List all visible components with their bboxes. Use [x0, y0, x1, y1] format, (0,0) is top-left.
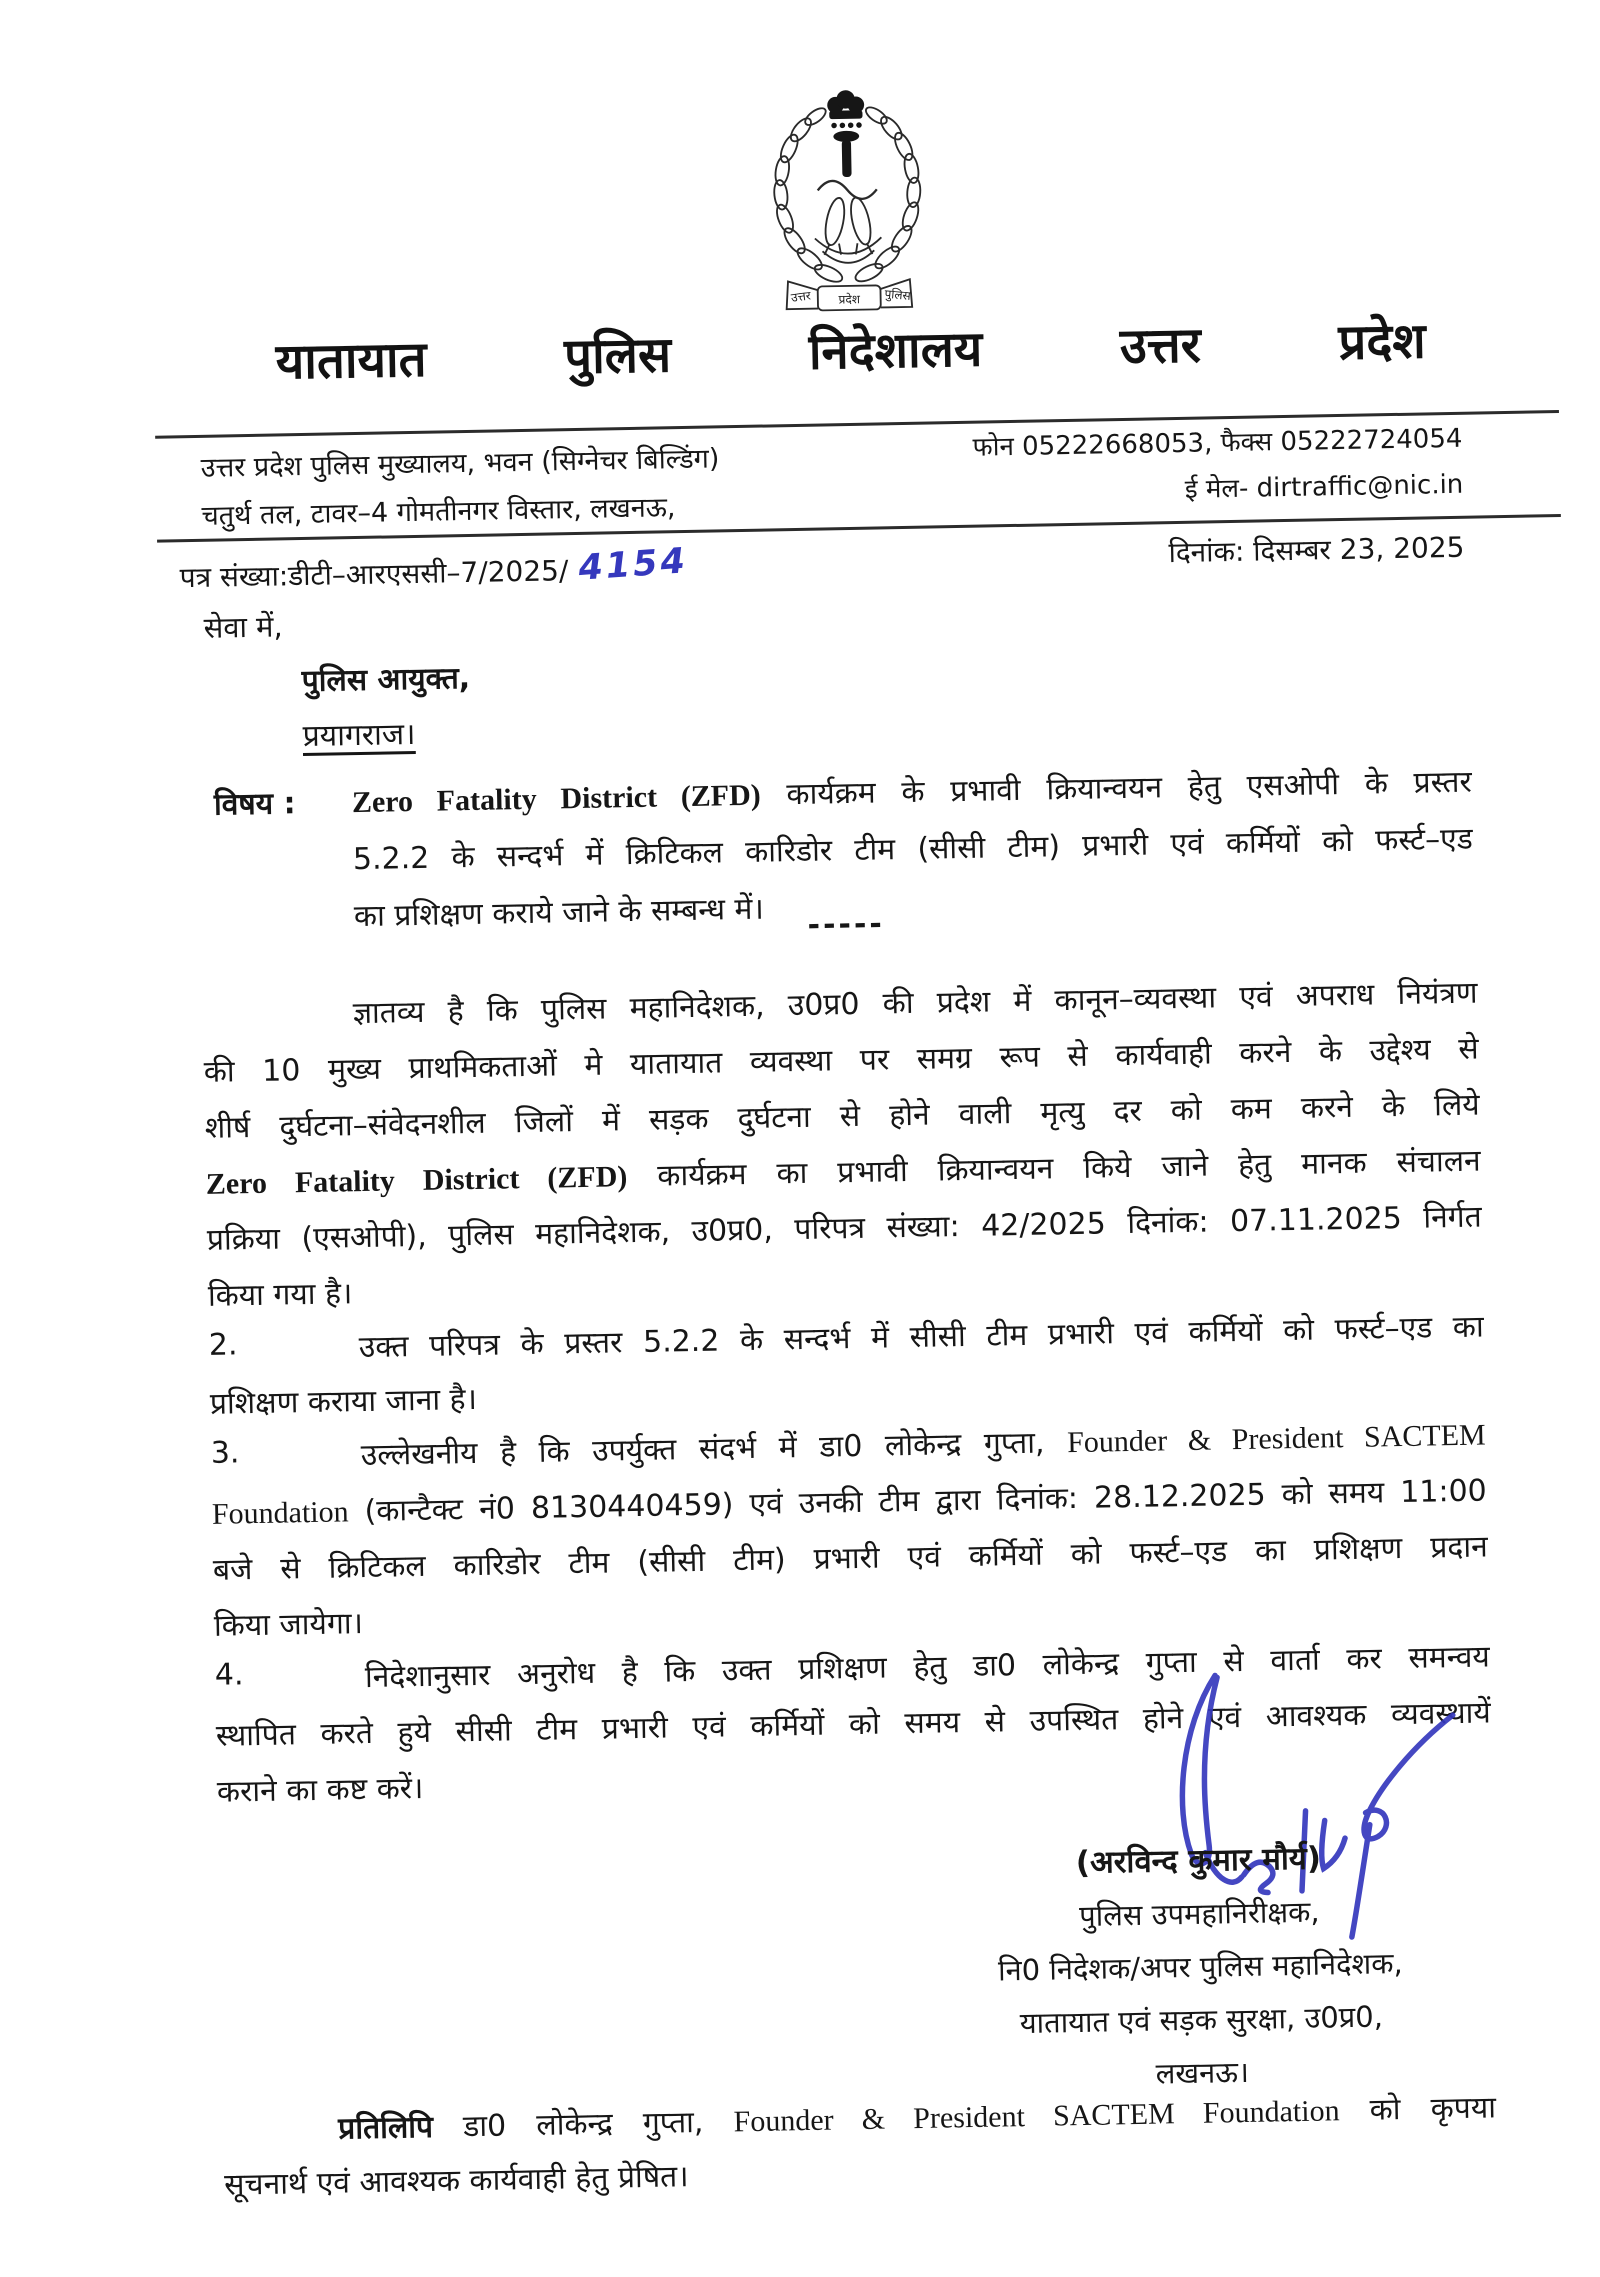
signatory-title-2: नि0 निदेशक/अपर पुलिस महानिदेशक,	[997, 1946, 1403, 1988]
para1-line5: प्रक्रिया (एसओपी), पुलिस महानिदेशक, उ0प्र0, परिपत्र संख्या: 42/2025 दिनांक: 07.11.2025 निर्गत	[206, 1199, 1483, 1258]
subject-line-1	[351, 760, 1472, 822]
subject-zfd-english: Zero Fatality District (ZFD)	[351, 778, 762, 820]
para1-line3: शीर्ष दुर्घटना–संवेदनशील जिलों में सड़क दुर्घटना से होने वाली मृत्यु दर को कम करने के लिये	[204, 1087, 1480, 1146]
signatory-name: (अरविन्द कुमार मौर्य)	[1075, 1840, 1322, 1882]
para3-line4: किया जायेगा।	[213, 1606, 364, 1644]
letter-number-handwritten: 4154	[576, 541, 689, 589]
subject-label: विषय :	[213, 786, 296, 823]
para2-line1: उक्त परिपत्र के प्रस्तर 5.2.2 के सन्दर्भ में सीसी टीम प्रभारी एवं कर्मियों को फर्स्ट–एड का	[358, 1309, 1485, 1366]
para3-line2-english: Foundation	[211, 1495, 349, 1531]
emblem-scroll-right-label: पुलिस	[883, 286, 912, 303]
emblem-scroll-center-label: प्रदेश	[838, 292, 861, 307]
para3-line3: बजे से क्रिटिकल कारिडोर टीम (सीसी टीम) प्रभारी एवं कर्मियों को फर्स्ट–एड का प्रशिक्षण प्रदान	[212, 1529, 1489, 1588]
date-line: दिनांक: दिसम्बर 23, 2025	[1168, 530, 1465, 570]
para3-line2	[212, 1468, 1488, 1532]
para3-line1-hindi: उल्लेखनीय है कि उपर्युक्त संदर्भ में डा0 लोकेन्द्र गुप्ता,	[360, 1425, 1045, 1474]
recipient-city: प्रयागराज।	[302, 716, 416, 755]
para1-line1: ज्ञातव्य है कि पुलिस महानिदेशक, उ0प्र0 की प्रदेश में कानून–व्यवस्था एवं अपराध नियंत्रण	[352, 975, 1478, 1032]
subject-separator: -----	[807, 906, 886, 943]
up-police-emblem-icon	[743, 79, 952, 323]
para1-zfd-english: Zero Fatality District (ZFD)	[205, 1160, 628, 1201]
para1-line4	[205, 1139, 1481, 1203]
copy-label: प्रतिलिपि	[337, 2109, 434, 2147]
signoff-block	[903, 1829, 1498, 2105]
para3-line1	[360, 1412, 1486, 1474]
contact-block	[887, 416, 1464, 519]
copy-hindi-1: डा0 लोकेन्द्र गुप्ता,	[462, 2104, 704, 2145]
copy-english: Founder & President SACTEM Foundation	[733, 2094, 1340, 2139]
emblem-scroll-left-label: उत्तर	[790, 288, 812, 305]
signatory-title-1: पुलिस उपमहानिरीक्षक,	[1078, 1894, 1320, 1934]
para2-line2: प्रशिक्षण कराया जाना है।	[209, 1381, 478, 1422]
directorate-title: यातायात पुलिस निदेशालय उत्तर प्रदेश	[275, 312, 1427, 391]
salutation: सेवा में,	[203, 609, 283, 645]
phone-fax: फोन 05222668053, फैक्स 05222724054	[972, 423, 1463, 463]
letter-number-printed: पत्र संख्या:डीटी–आरएससी–7/2025/	[179, 554, 569, 595]
para4-line1: निदेशानुसार अनुरोध है कि उक्त प्रशिक्षण हेतु डा0 लोकेन्द्र गुप्ता से वार्ता कर समन्वय	[364, 1639, 1491, 1696]
signatory-title-4: लखनऊ।	[1155, 2054, 1250, 2091]
para3-line1-english: Founder & President SACTEM	[1066, 1418, 1486, 1460]
para4-line3: कराने का कष्ट करें।	[216, 1771, 424, 1810]
ashoka-capital-icon	[827, 90, 866, 177]
subject-line-1-rest: कार्यक्रम के प्रभावी क्रियान्वयन हेतु एसओपी के प्रस्तर	[786, 764, 1473, 813]
para4-number: 4.	[214, 1657, 244, 1693]
address-line-1: उत्तर प्रदेश पुलिस मुख्यालय, भवन (सिग्नेचर बिल्डिंग)	[200, 443, 720, 484]
office-address	[200, 435, 720, 540]
subject-line-3: का प्रशिक्षण कराये जाने के सम्बन्ध में।	[353, 891, 765, 935]
para3-line2-hindi: (कान्टैक्ट नं0 8130440459) एवं उनकी टीम द्वारा दिनांक: 28.12.2025 को समय 11:00	[364, 1473, 1488, 1530]
signatory-title-3: यातायात एवं सड़क सुरक्षा, उ0प्र0,	[1019, 1999, 1384, 2041]
recipient-name: पुलिस आयुक्त,	[301, 660, 471, 700]
email: ई मेल- dirtraffic@nic.in	[1184, 469, 1464, 505]
para3-number: 3.	[210, 1435, 240, 1471]
para4-line2: स्थापित करते हुये सीसी टीम प्रभारी एवं कर्मियों को समय से उपस्थित होने एवं आवश्यक व्यवस्थायें	[215, 1695, 1492, 1754]
copy-line-2: सूचनार्थ एवं आवश्यक कार्यवाही हेतु प्रेषित।	[223, 2159, 689, 2203]
subject-line-2: 5.2.2 के सन्दर्भ में क्रिटिकल कारिडोर टीम (सीसी टीम) प्रभारी एवं कर्मियों को फर्स्ट–एड	[352, 821, 1474, 878]
letter-number	[179, 541, 689, 596]
copy-hindi-2: को कृपया	[1369, 2090, 1497, 2128]
para1-line6: किया गया है।	[207, 1276, 353, 1314]
address-line-2: चतुर्थ तल, टावर–4 गोमतीनगर विस्तार, लखनऊ,	[201, 492, 676, 532]
para2-number: 2.	[208, 1327, 238, 1363]
para1-line2: की 10 मुख्य प्राथमिकताओं मे यातायात व्यवस्था पर समग्र रूप से कार्यवाही करने के उद्देश्य से	[203, 1031, 1479, 1090]
para1-line4-rest: कार्यक्रम का प्रभावी क्रियान्वयन किये जाने हेतु मानक संचालन	[657, 1143, 1481, 1194]
